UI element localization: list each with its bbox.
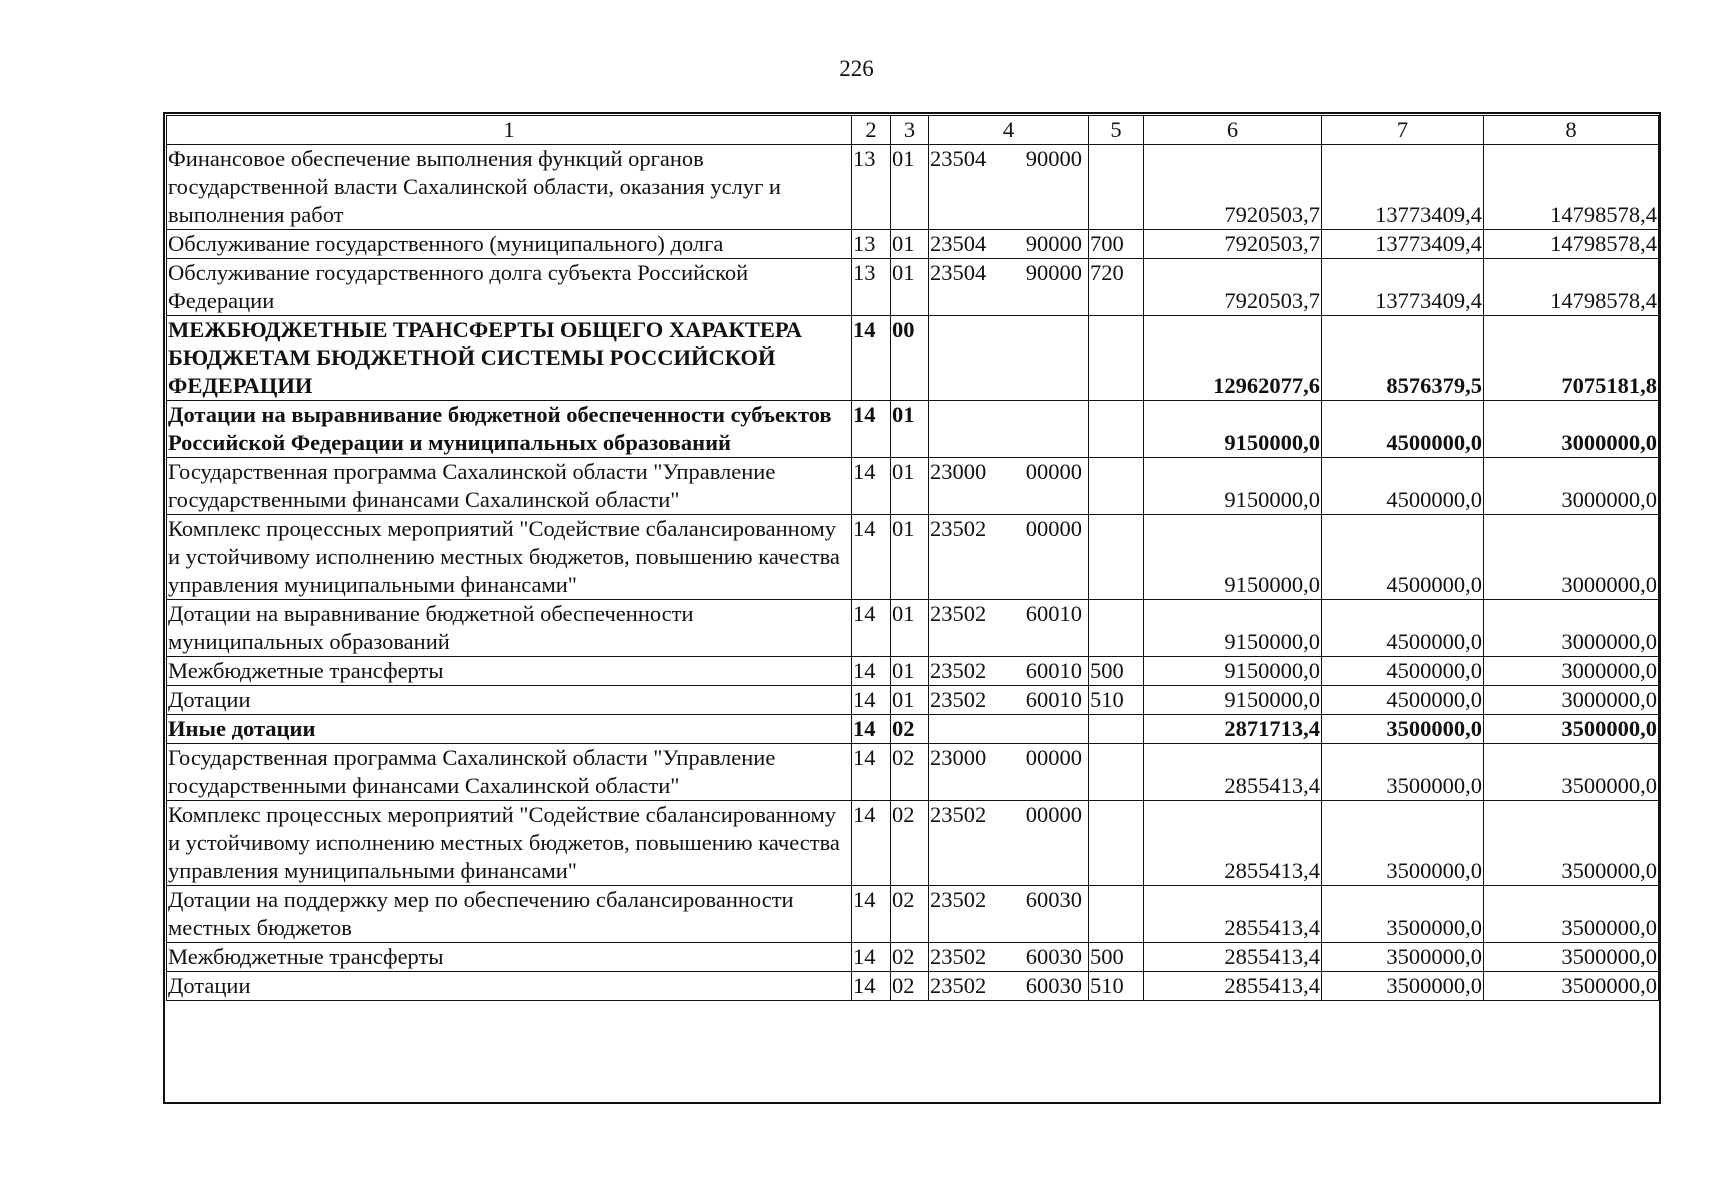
column-header: 8	[1484, 116, 1659, 145]
table-row	[167, 316, 1659, 401]
table-row	[167, 657, 1659, 686]
amount-col7: 4500000,0	[1322, 515, 1484, 600]
target-article-code	[929, 458, 1089, 515]
table-row	[167, 886, 1659, 943]
target-article-direction: 60010	[1025, 601, 1082, 626]
target-article-code	[929, 401, 1089, 458]
target-article-code	[929, 145, 1089, 230]
subsection-code: 01	[891, 686, 929, 715]
section-code: 14	[852, 316, 891, 401]
target-article-program: 23502	[930, 601, 987, 626]
target-article-direction: 60030	[1025, 887, 1082, 912]
table-row	[167, 943, 1659, 972]
table-row	[167, 401, 1659, 458]
target-article-program: 23502	[930, 516, 987, 541]
expense-type-code	[1089, 515, 1144, 600]
expense-type-code	[1089, 886, 1144, 943]
target-article-direction: 60010	[1025, 658, 1082, 683]
target-article-direction: 60010	[1025, 687, 1082, 712]
target-article-code	[929, 801, 1089, 886]
subsection-code: 01	[891, 230, 929, 259]
table-row	[167, 259, 1659, 316]
subsection-code: 01	[891, 145, 929, 230]
row-name: Дотации на выравнивание бюджетной обеспеченности субъектов Российской Федерации и муниципальных образований	[167, 401, 852, 458]
target-article-direction: 00000	[1025, 459, 1082, 484]
section-code: 14	[852, 886, 891, 943]
page-number: 226	[839, 56, 874, 81]
expense-type-code	[1089, 744, 1144, 801]
target-article-code	[929, 259, 1089, 316]
amount-col8: 3000000,0	[1484, 515, 1659, 600]
row-name: Комплекс процессных мероприятий "Содействие сбалансированному и устойчивому исполнению местных бюджетов, повышению качества управления муниципальными финансами"	[167, 801, 852, 886]
amount-col8: 14798578,4	[1484, 259, 1659, 316]
target-article-program: 23502	[930, 658, 987, 683]
row-name: Межбюджетные трансферты	[167, 943, 852, 972]
subsection-code: 01	[891, 259, 929, 316]
target-article-code	[929, 715, 1089, 744]
amount-col8: 3000000,0	[1484, 458, 1659, 515]
row-name: Дотации на поддержку мер по обеспечению сбалансированности местных бюджетов	[167, 886, 852, 943]
expense-type-code: 720	[1089, 259, 1144, 316]
target-article-code	[929, 515, 1089, 600]
table-row	[167, 458, 1659, 515]
amount-col6: 9150000,0	[1144, 515, 1322, 600]
target-article-program: 23502	[930, 802, 987, 827]
section-code: 14	[852, 943, 891, 972]
row-name: Финансовое обеспечение выполнения функций органов государственной власти Сахалинской области, оказания услуг и выполнения работ	[167, 145, 852, 230]
amount-col8: 3000000,0	[1484, 600, 1659, 657]
column-header: 3	[891, 116, 929, 145]
target-article-code	[929, 972, 1089, 1001]
amount-col6: 9150000,0	[1144, 401, 1322, 458]
target-article-code	[929, 744, 1089, 801]
column-header: 6	[1144, 116, 1322, 145]
table-row	[167, 230, 1659, 259]
amount-col6: 9150000,0	[1144, 657, 1322, 686]
target-article-program: 23502	[930, 973, 987, 998]
amount-col6: 7920503,7	[1144, 230, 1322, 259]
amount-col7: 4500000,0	[1322, 686, 1484, 715]
amount-col8: 3500000,0	[1484, 744, 1659, 801]
amount-col7: 13773409,4	[1322, 259, 1484, 316]
amount-col8: 3000000,0	[1484, 686, 1659, 715]
section-code: 14	[852, 686, 891, 715]
amount-col8: 3500000,0	[1484, 943, 1659, 972]
row-name: Государственная программа Сахалинской области "Управление государственными финансами Сахалинской области"	[167, 458, 852, 515]
amount-col8: 7075181,8	[1484, 316, 1659, 401]
amount-col8: 14798578,4	[1484, 145, 1659, 230]
column-header: 4	[929, 116, 1089, 145]
column-header: 2	[852, 116, 891, 145]
subsection-code: 01	[891, 458, 929, 515]
amount-col6: 2871713,4	[1144, 715, 1322, 744]
section-code: 13	[852, 259, 891, 316]
target-article-direction: 90000	[1025, 231, 1082, 256]
table-row	[167, 600, 1659, 657]
amount-col7: 3500000,0	[1322, 801, 1484, 886]
amount-col8: 3500000,0	[1484, 886, 1659, 943]
amount-col8: 3000000,0	[1484, 401, 1659, 458]
target-article-code	[929, 316, 1089, 401]
amount-col8: 3500000,0	[1484, 715, 1659, 744]
target-article-program: 23502	[930, 887, 987, 912]
section-code: 14	[852, 401, 891, 458]
table-row	[167, 801, 1659, 886]
target-article-program: 23504	[930, 231, 987, 256]
row-name: Межбюджетные трансферты	[167, 657, 852, 686]
table-row	[167, 686, 1659, 715]
expense-type-code	[1089, 401, 1144, 458]
row-name: Государственная программа Сахалинской области "Управление государственными финансами Сахалинской области"	[167, 744, 852, 801]
section-code: 14	[852, 972, 891, 1001]
amount-col7: 3500000,0	[1322, 972, 1484, 1001]
amount-col7: 4500000,0	[1322, 458, 1484, 515]
row-name: Обслуживание государственного долга субъекта Российской Федерации	[167, 259, 852, 316]
amount-col6: 9150000,0	[1144, 600, 1322, 657]
subsection-code: 01	[891, 657, 929, 686]
section-code: 14	[852, 744, 891, 801]
amount-col6: 9150000,0	[1144, 458, 1322, 515]
subsection-code: 01	[891, 401, 929, 458]
subsection-code: 01	[891, 600, 929, 657]
amount-col8: 3000000,0	[1484, 657, 1659, 686]
amount-col6: 9150000,0	[1144, 686, 1322, 715]
subsection-code: 02	[891, 715, 929, 744]
expense-type-code	[1089, 316, 1144, 401]
amount-col6: 7920503,7	[1144, 259, 1322, 316]
target-article-program: 23504	[930, 146, 987, 171]
expense-type-code	[1089, 715, 1144, 744]
amount-col7: 13773409,4	[1322, 230, 1484, 259]
table-row	[167, 145, 1659, 230]
amount-col6: 2855413,4	[1144, 943, 1322, 972]
target-article-program: 23504	[930, 260, 987, 285]
column-header: 7	[1322, 116, 1484, 145]
target-article-direction: 00000	[1025, 516, 1082, 541]
target-article-direction: 90000	[1025, 146, 1082, 171]
target-article-code	[929, 943, 1089, 972]
amount-col6: 12962077,6	[1144, 316, 1322, 401]
section-code: 13	[852, 145, 891, 230]
amount-col7: 3500000,0	[1322, 886, 1484, 943]
target-article-program: 23502	[930, 687, 987, 712]
amount-col7: 13773409,4	[1322, 145, 1484, 230]
expense-type-code: 510	[1089, 972, 1144, 1001]
subsection-code: 02	[891, 972, 929, 1001]
target-article-direction: 60030	[1025, 973, 1082, 998]
row-name: Дотации	[167, 686, 852, 715]
row-name: Дотации	[167, 972, 852, 1001]
amount-col7: 4500000,0	[1322, 600, 1484, 657]
target-article-program: 23000	[930, 745, 987, 770]
target-article-code	[929, 657, 1089, 686]
subsection-code: 01	[891, 515, 929, 600]
subsection-code: 02	[891, 744, 929, 801]
expense-type-code: 500	[1089, 943, 1144, 972]
amount-col7: 8576379,5	[1322, 316, 1484, 401]
row-name: МЕЖБЮДЖЕТНЫЕ ТРАНСФЕРТЫ ОБЩЕГО ХАРАКТЕРА БЮДЖЕТАМ БЮДЖЕТНОЙ СИСТЕМЫ РОССИЙСКОЙ ФЕДЕРАЦИИ	[167, 316, 852, 401]
subsection-code: 02	[891, 886, 929, 943]
section-code: 14	[852, 657, 891, 686]
section-code: 14	[852, 600, 891, 657]
section-code: 14	[852, 801, 891, 886]
row-name: Дотации на выравнивание бюджетной обеспеченности муниципальных образований	[167, 600, 852, 657]
column-header: 5	[1089, 116, 1144, 145]
target-article-direction: 60030	[1025, 944, 1082, 969]
amount-col7: 3500000,0	[1322, 744, 1484, 801]
amount-col6: 2855413,4	[1144, 801, 1322, 886]
target-article-code	[929, 686, 1089, 715]
expense-type-code	[1089, 801, 1144, 886]
column-header: 1	[167, 116, 852, 145]
amount-col6: 2855413,4	[1144, 744, 1322, 801]
target-article-code	[929, 886, 1089, 943]
row-name: Обслуживание государственного (муниципального) долга	[167, 230, 852, 259]
amount-col7: 4500000,0	[1322, 401, 1484, 458]
expense-type-code	[1089, 600, 1144, 657]
target-article-code	[929, 600, 1089, 657]
expense-type-code: 700	[1089, 230, 1144, 259]
expense-type-code: 500	[1089, 657, 1144, 686]
amount-col6: 2855413,4	[1144, 886, 1322, 943]
subsection-code: 00	[891, 316, 929, 401]
amount-col7: 4500000,0	[1322, 657, 1484, 686]
target-article-program: 23502	[930, 944, 987, 969]
amount-col7: 3500000,0	[1322, 715, 1484, 744]
amount-col6: 7920503,7	[1144, 145, 1322, 230]
column-number-row	[167, 116, 1659, 145]
target-article-direction: 90000	[1025, 260, 1082, 285]
amount-col6: 2855413,4	[1144, 972, 1322, 1001]
table-row	[167, 515, 1659, 600]
section-code: 13	[852, 230, 891, 259]
table-row	[167, 972, 1659, 1001]
target-article-code	[929, 230, 1089, 259]
target-article-program: 23000	[930, 459, 987, 484]
expense-type-code	[1089, 145, 1144, 230]
table-row	[167, 715, 1659, 744]
amount-col8: 14798578,4	[1484, 230, 1659, 259]
target-article-direction: 00000	[1025, 745, 1082, 770]
budget-table	[166, 115, 1659, 1001]
amount-col7: 3500000,0	[1322, 943, 1484, 972]
row-name: Комплекс процессных мероприятий "Содействие сбалансированному и устойчивому исполнению местных бюджетов, повышению качества управления муниципальными финансами"	[167, 515, 852, 600]
target-article-direction: 00000	[1025, 802, 1082, 827]
expense-type-code: 510	[1089, 686, 1144, 715]
table-row	[167, 744, 1659, 801]
table-body	[167, 145, 1659, 1001]
section-code: 14	[852, 515, 891, 600]
expense-type-code	[1089, 458, 1144, 515]
amount-col8: 3500000,0	[1484, 801, 1659, 886]
section-code: 14	[852, 458, 891, 515]
section-code: 14	[852, 715, 891, 744]
subsection-code: 02	[891, 801, 929, 886]
amount-col8: 3500000,0	[1484, 972, 1659, 1001]
subsection-code: 02	[891, 943, 929, 972]
row-name: Иные дотации	[167, 715, 852, 744]
